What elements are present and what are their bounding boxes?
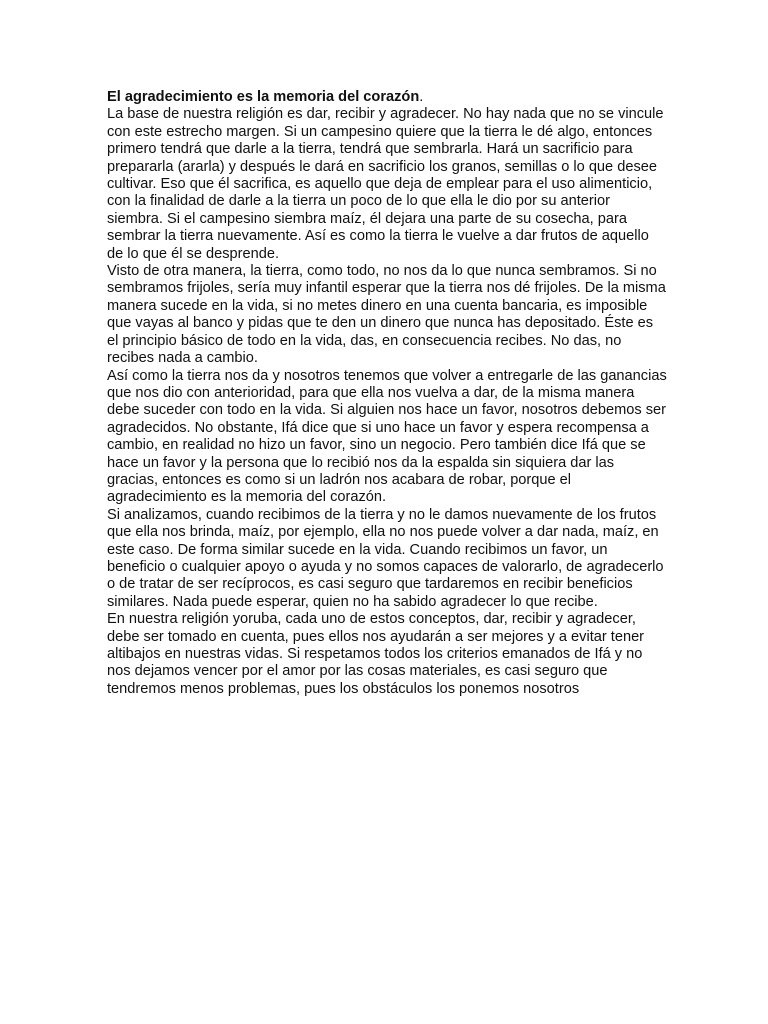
paragraph-4: Si analizamos, cuando recibimos de la tierra y no le damos nuevamente de los frutos que ella nos brinda, maíz, por ejemplo, ella no nos puede volver a dar nada, maíz, en este caso. De forma similar sucede en la vida. Cuando recibimos un favor, un beneficio o cualquier apoyo o ayuda y no somos capaces de valorarlo, de agradecerlo o de tratar de ser recíprocos, es casi seguro que tardaremos en recibir beneficios similares. Nada puede esperar, quien no ha sabido agradecer lo que recibe. — [107, 506, 664, 610]
document-title — [107, 89, 667, 106]
paragraph-5: En nuestra religión yoruba, cada uno de estos conceptos, dar, recibir y agradecer, debe ser tomado en cuenta, pues ellos nos ayudarán a ser mejores y a evitar tener altibajos en nuestras vidas. Si respetamos todos los criterios emanados de Ifá y no nos dejamos vencer por el amor por las cosas materiales, es casi seguro que tendremos menos problemas, pues los obstáculos los ponemos nosotros — [107, 611, 645, 697]
paragraph-1: La base de nuestra religión es dar, recibir y agradecer. No hay nada que no se vincule con este estrecho margen. Si un campesino quiere que la tierra le dé algo, entonces primero tendrá que darle a la tierra, tendrá que sembrarla. Hará un sacrificio para prepararla (ararla) y después le dará en sacrificio los granos, semillas o lo que desee cultivar. Eso que él sacrifica, es aquello que deja de emplear para el uso alimenticio, con la finalidad de darle a la tierra un poco de lo que ella le dio por su anterior siembra. Si el campesino siembra maíz, él dejara una parte de su cosecha, para sembrar la tierra nuevamente. Así es como la tierra le vuelve a dar frutos de aquello de lo que él se desprende. — [107, 106, 664, 262]
title-text: El agradecimiento es la memoria del corazón — [107, 89, 420, 105]
document-body — [107, 89, 667, 698]
paragraph-3: Así como la tierra nos da y nosotros tenemos que volver a entregarle de las ganancias que nos dio con anterioridad, para que ella nos vuelva a dar, de la misma manera debe suceder con todo en la vida. Si alguien nos hace un favor, nosotros debemos ser agradecidos. No obstante, Ifá dice que si uno hace un favor y espera recompensa a cambio, en realidad no hizo un favor, sino un negocio. Pero también dice Ifá que se hace un favor y la persona que lo recibió nos da la espalda sin siquiera dar las gracias, entonces es como si un ladrón nos acabara de robar, porque el agradecimiento es la memoria del corazón. — [107, 367, 667, 506]
paragraph-2: Visto de otra manera, la tierra, como todo, no nos da lo que nunca sembramos. Si no sembramos frijoles, sería muy infantil esperar que la tierra nos dé frijoles. De la misma manera sucede en la vida, si no metes dinero en una cuenta bancaria, es imposible que vayas al banco y pidas que te den un dinero que nunca has depositado. Éste es el principio básico de todo en la vida, das, en consecuencia recibes. No das, no recibes nada a cambio. — [107, 263, 666, 367]
title-punctuation: . — [419, 89, 424, 105]
